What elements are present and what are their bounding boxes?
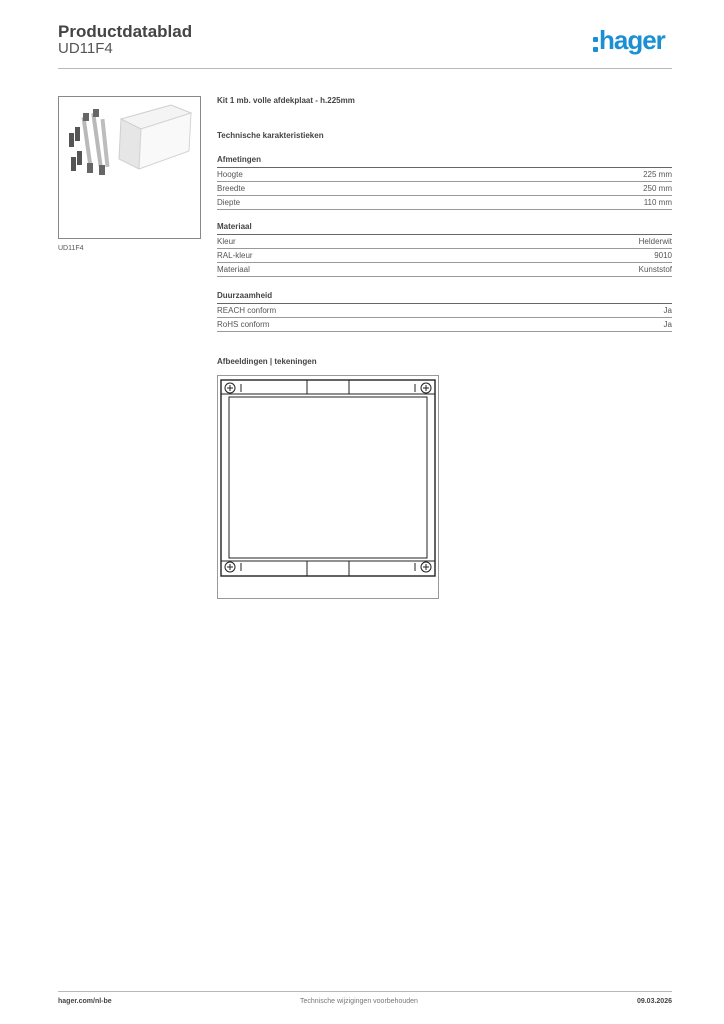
spec-value: 110 mm — [643, 198, 672, 207]
spec-value: 9010 — [654, 251, 672, 260]
section-sustainability — [217, 290, 672, 332]
footer-divider — [58, 991, 672, 992]
spec-row — [217, 249, 672, 263]
spec-label: Hoogte — [217, 170, 243, 179]
spec-value: Helderwit — [638, 237, 672, 246]
spec-row — [217, 263, 672, 277]
spec-label: REACH conform — [217, 306, 277, 315]
spec-label: Diepte — [217, 198, 241, 207]
section-material — [217, 221, 672, 277]
spec-row — [217, 196, 672, 210]
technical-characteristics-heading: Technische karakteristieken — [217, 131, 324, 140]
section-title: Afmetingen — [217, 154, 672, 168]
hager-logo — [593, 26, 673, 56]
spec-value: Ja — [663, 306, 672, 315]
logo-text: hager — [599, 25, 665, 55]
spec-label: Kleur — [217, 237, 236, 246]
footer-date: 09.03.2026 — [636, 998, 672, 1005]
front-view-drawing — [218, 376, 438, 598]
header-divider — [58, 68, 672, 69]
product-image — [58, 96, 201, 239]
section-title: Duurzaamheid — [217, 290, 672, 304]
document-title: Productdatablad — [58, 22, 193, 41]
spec-value: Ja — [663, 320, 672, 329]
spec-value: 225 mm — [643, 170, 672, 179]
technical-drawing — [217, 375, 439, 599]
spec-value: Kunststof — [638, 265, 672, 274]
spec-row — [217, 235, 672, 249]
spec-row — [217, 304, 672, 318]
spec-label: Breedte — [217, 184, 246, 193]
footer-website-link[interactable]: hager.com/nl-be — [58, 998, 112, 1005]
spec-value: 250 mm — [643, 184, 672, 193]
product-illustration — [59, 97, 200, 238]
spec-label: Materiaal — [217, 265, 250, 274]
spec-label: RoHS conform — [217, 320, 270, 329]
spec-row — [217, 182, 672, 196]
footer-disclaimer: Technische wijzigingen voorbehouden — [300, 998, 418, 1005]
spec-row — [217, 168, 672, 182]
section-dimensions — [217, 154, 672, 210]
drawings-heading: Afbeeldingen | tekeningen — [217, 357, 317, 366]
product-description: Kit 1 mb. volle afdekplaat - h.225mm — [217, 96, 355, 105]
product-code: UD11F4 — [58, 40, 113, 57]
spec-label: RAL-kleur — [217, 251, 253, 260]
spec-row — [217, 318, 672, 332]
section-title: Materiaal — [217, 221, 672, 235]
image-caption: UD11F4 — [58, 245, 84, 252]
